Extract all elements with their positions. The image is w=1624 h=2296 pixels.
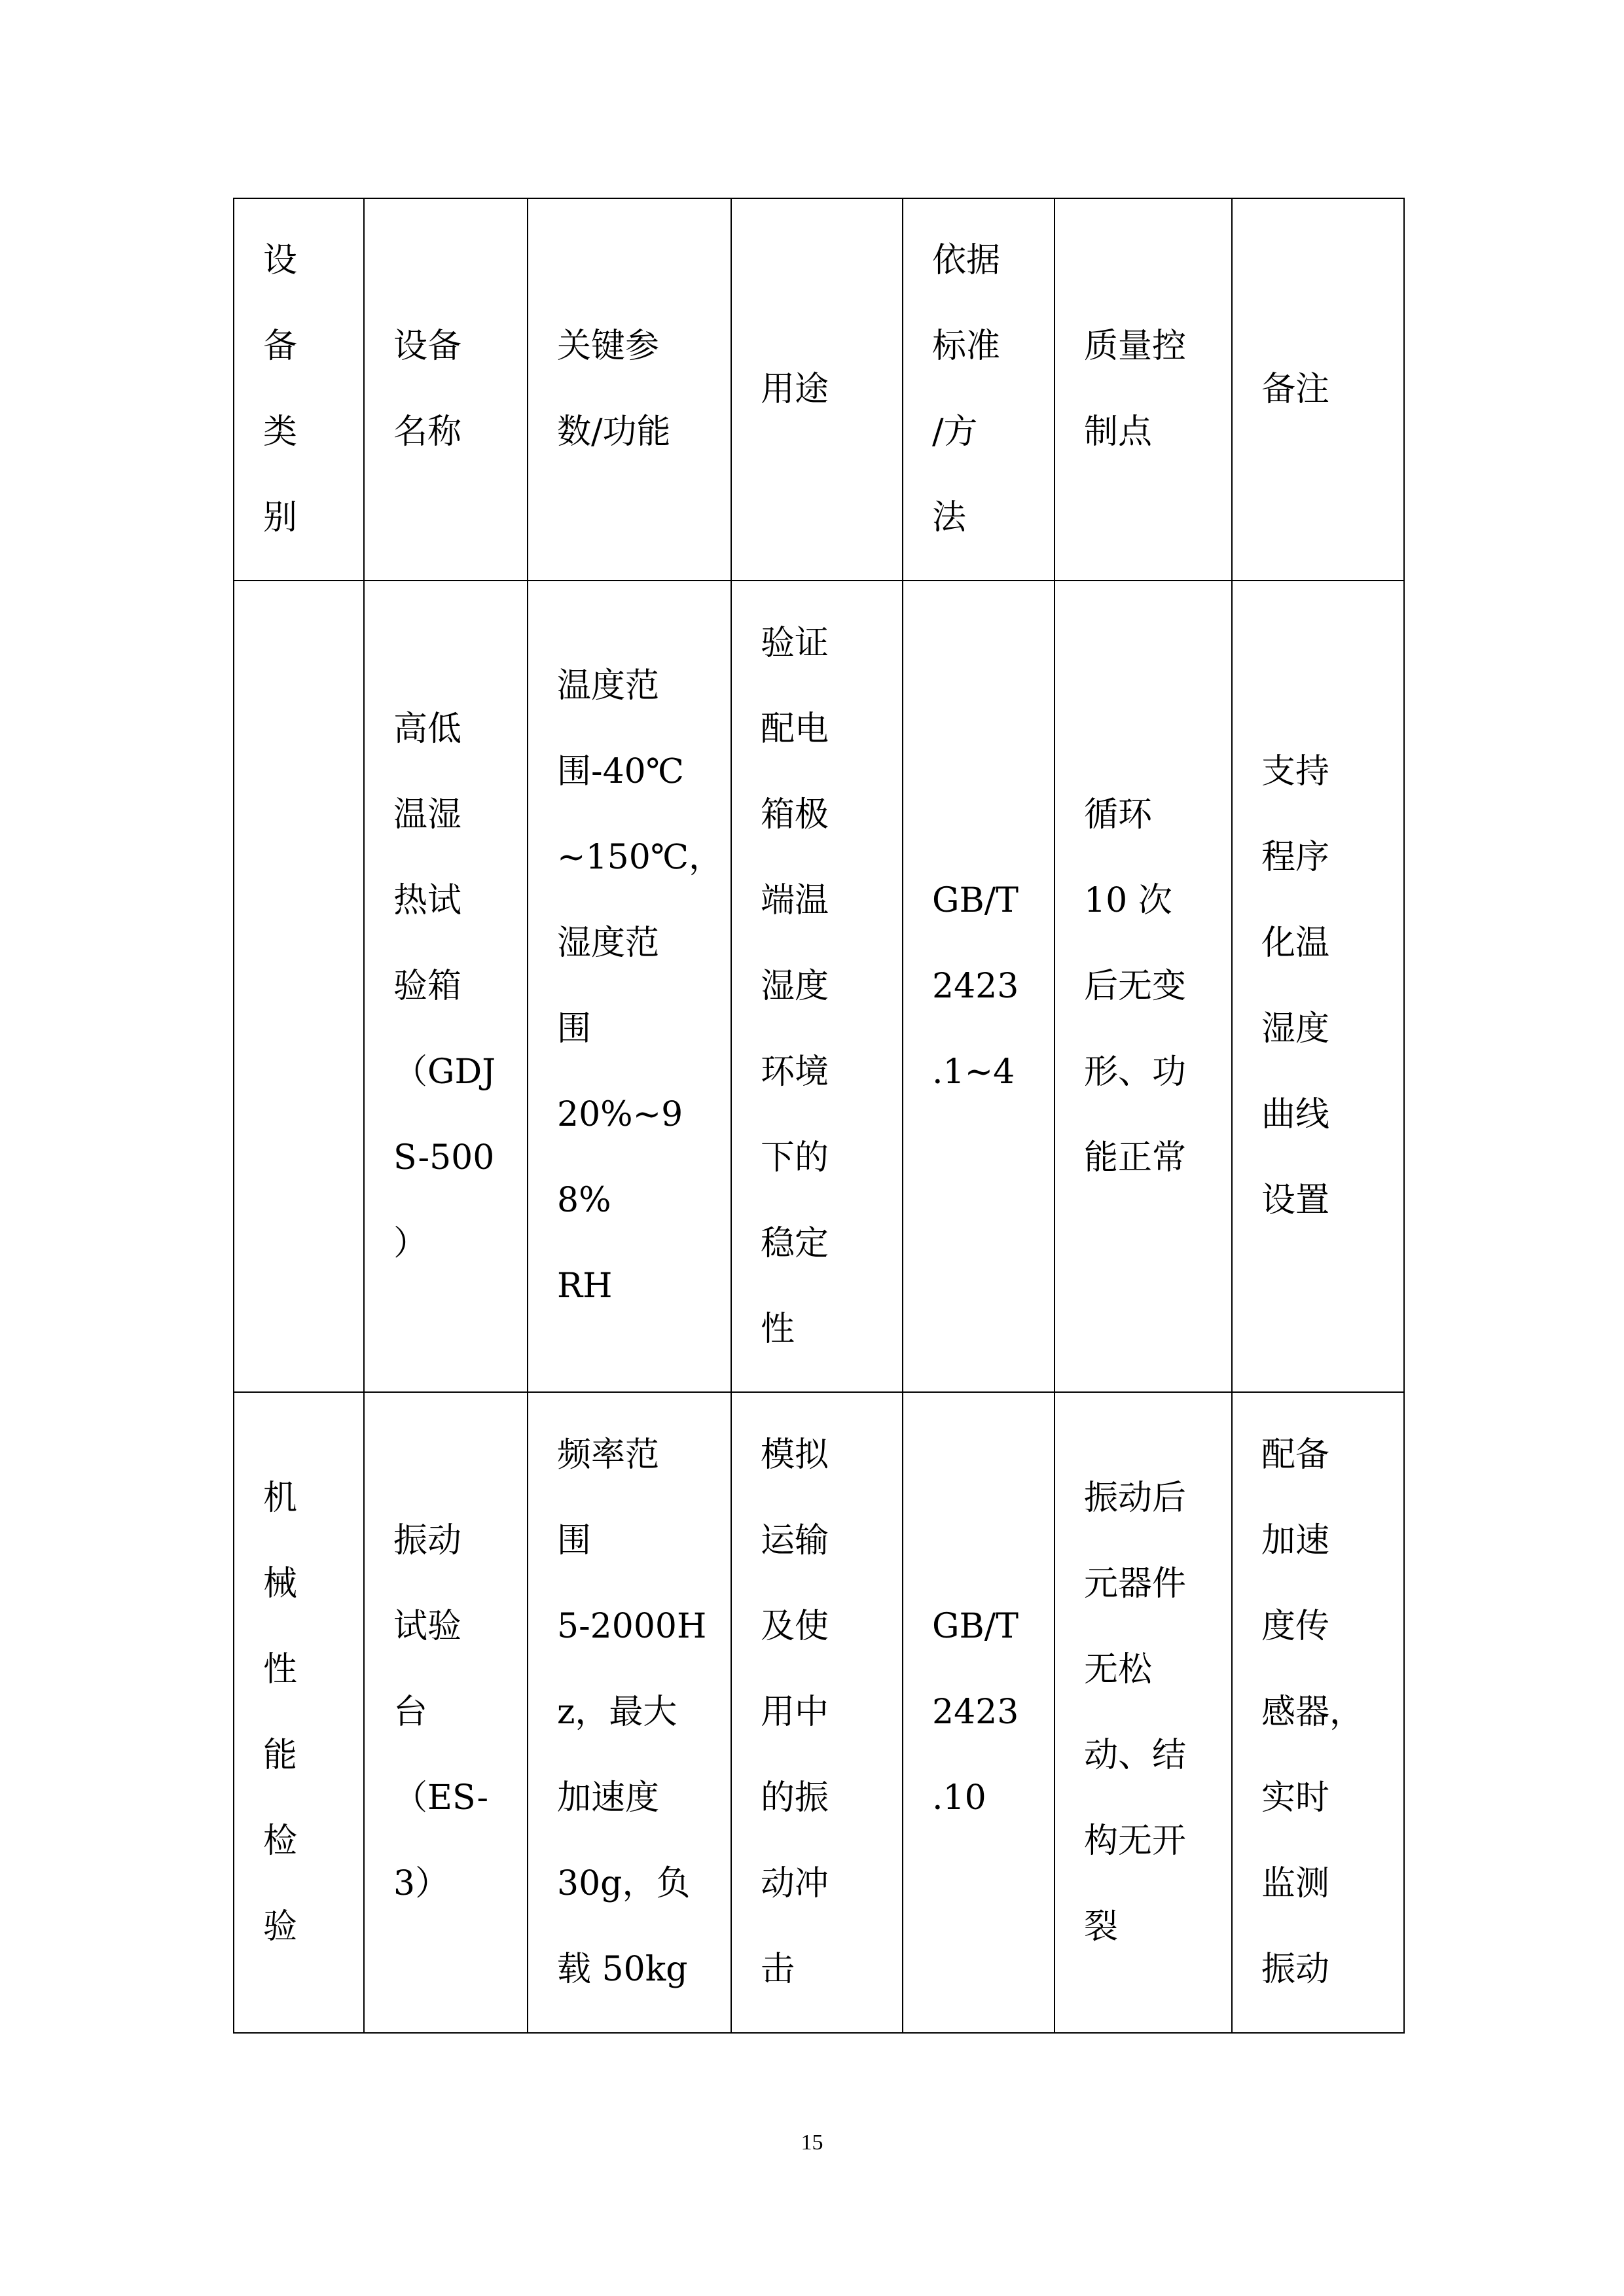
cell-params: 频率范 围 5-2000H z，最大 加速度 30g，负 载 50kg <box>528 1392 731 2033</box>
cell-notes: 支持 程序 化温 湿度 曲线 设置 <box>1232 581 1404 1392</box>
cell-purpose: 验证 配电 箱极 端温 湿度 环境 下的 稳定 性 <box>731 581 903 1392</box>
table-row <box>234 581 1404 1392</box>
cell-qc: 循环 10 次 后无变 形、功 能正常 <box>1055 581 1232 1392</box>
cell-notes: 配备 加速 度传 感器， 实时 监测 振动 <box>1232 1392 1404 2033</box>
cell-name: 高低 温湿 热试 验箱 （GDJ S-500 ） <box>364 581 528 1392</box>
cell-qc: 振动后 元器件 无松 动、结 构无开 裂 <box>1055 1392 1232 2033</box>
cell-category <box>234 581 364 1392</box>
cell-category: 机 械 性 能 检 验 <box>234 1392 364 2033</box>
equipment-table <box>233 198 1405 2034</box>
header-row <box>234 198 1404 581</box>
header-notes: 备注 <box>1232 198 1404 581</box>
header-standard: 依据 标准 /方 法 <box>903 198 1055 581</box>
header-name: 设备 名称 <box>364 198 528 581</box>
cell-standard: GB/T 2423 .1~4 <box>903 581 1055 1392</box>
table-row <box>234 1392 1404 2033</box>
header-category: 设 备 类 别 <box>234 198 364 581</box>
cell-params: 温度范 围-40℃ ~150℃， 湿度范 围 20%~98% RH <box>528 581 731 1392</box>
page-number: 15 <box>801 2130 823 2155</box>
header-qc: 质量控 制点 <box>1055 198 1232 581</box>
header-purpose: 用途 <box>731 198 903 581</box>
cell-name: 振动 试验 台 （ES- 3） <box>364 1392 528 2033</box>
header-params: 关键参 数/功能 <box>528 198 731 581</box>
cell-standard: GB/T 2423 .10 <box>903 1392 1055 2033</box>
cell-purpose: 模拟 运输 及使 用中 的振 动冲 击 <box>731 1392 903 2033</box>
